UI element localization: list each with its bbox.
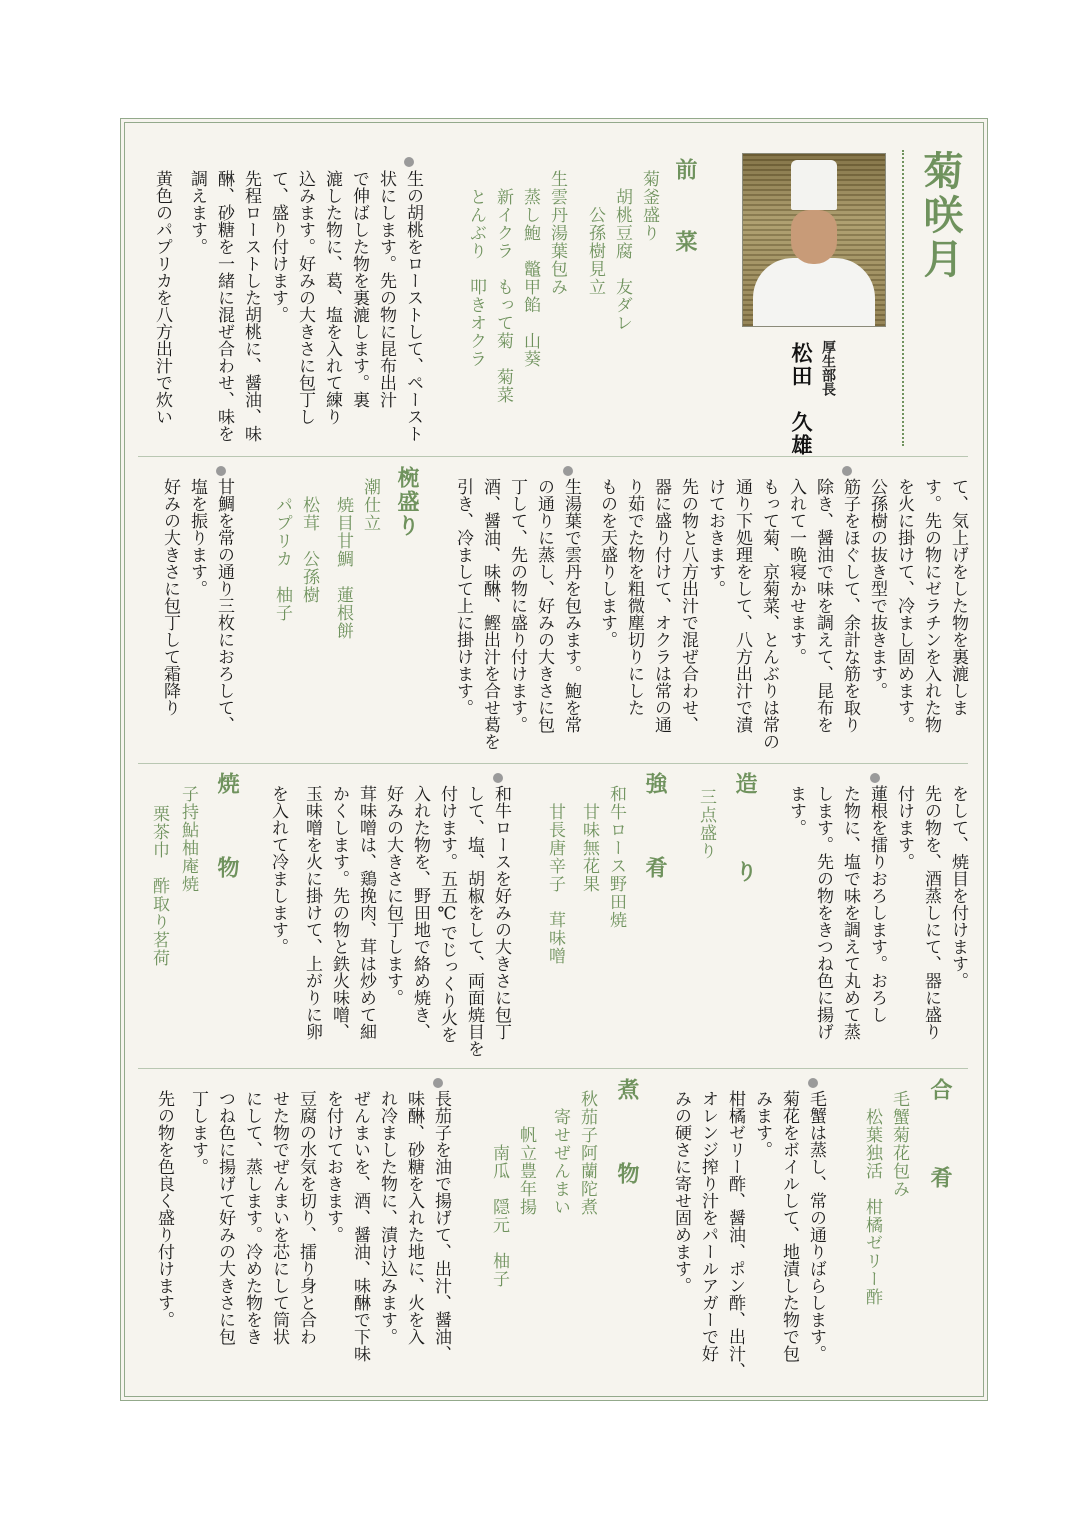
section-heading-zensai: 前 菜 <box>672 158 698 266</box>
chef-photo <box>742 153 886 327</box>
bullet <box>563 466 573 476</box>
section-heading-nimono: 煮 物 <box>614 1078 640 1204</box>
section-heading-tsukuri: 造 り <box>732 772 758 904</box>
section-heading-aizakana: 合 肴 <box>927 1078 953 1210</box>
bullet <box>433 1078 443 1088</box>
page-title: 菊咲月 <box>917 150 964 282</box>
section-heading-yakimono: 焼 物 <box>214 772 240 898</box>
title-rule <box>902 150 904 446</box>
bullet <box>493 773 503 783</box>
chef-role: 厚生部長 <box>820 340 836 396</box>
divider <box>138 456 968 457</box>
menu-tsukuri: 三点盛り <box>696 788 716 860</box>
divider <box>138 763 968 764</box>
section-heading-shiizakana: 強 肴 <box>642 772 668 898</box>
chef-name: 松田 久雄 <box>789 342 814 457</box>
bullet <box>216 466 226 476</box>
bullet <box>842 466 852 476</box>
bullet <box>404 157 414 167</box>
section-heading-wanmori: 椀盛り <box>394 466 420 538</box>
bullet <box>870 773 880 783</box>
divider <box>138 1068 968 1069</box>
bullet <box>808 1078 818 1088</box>
